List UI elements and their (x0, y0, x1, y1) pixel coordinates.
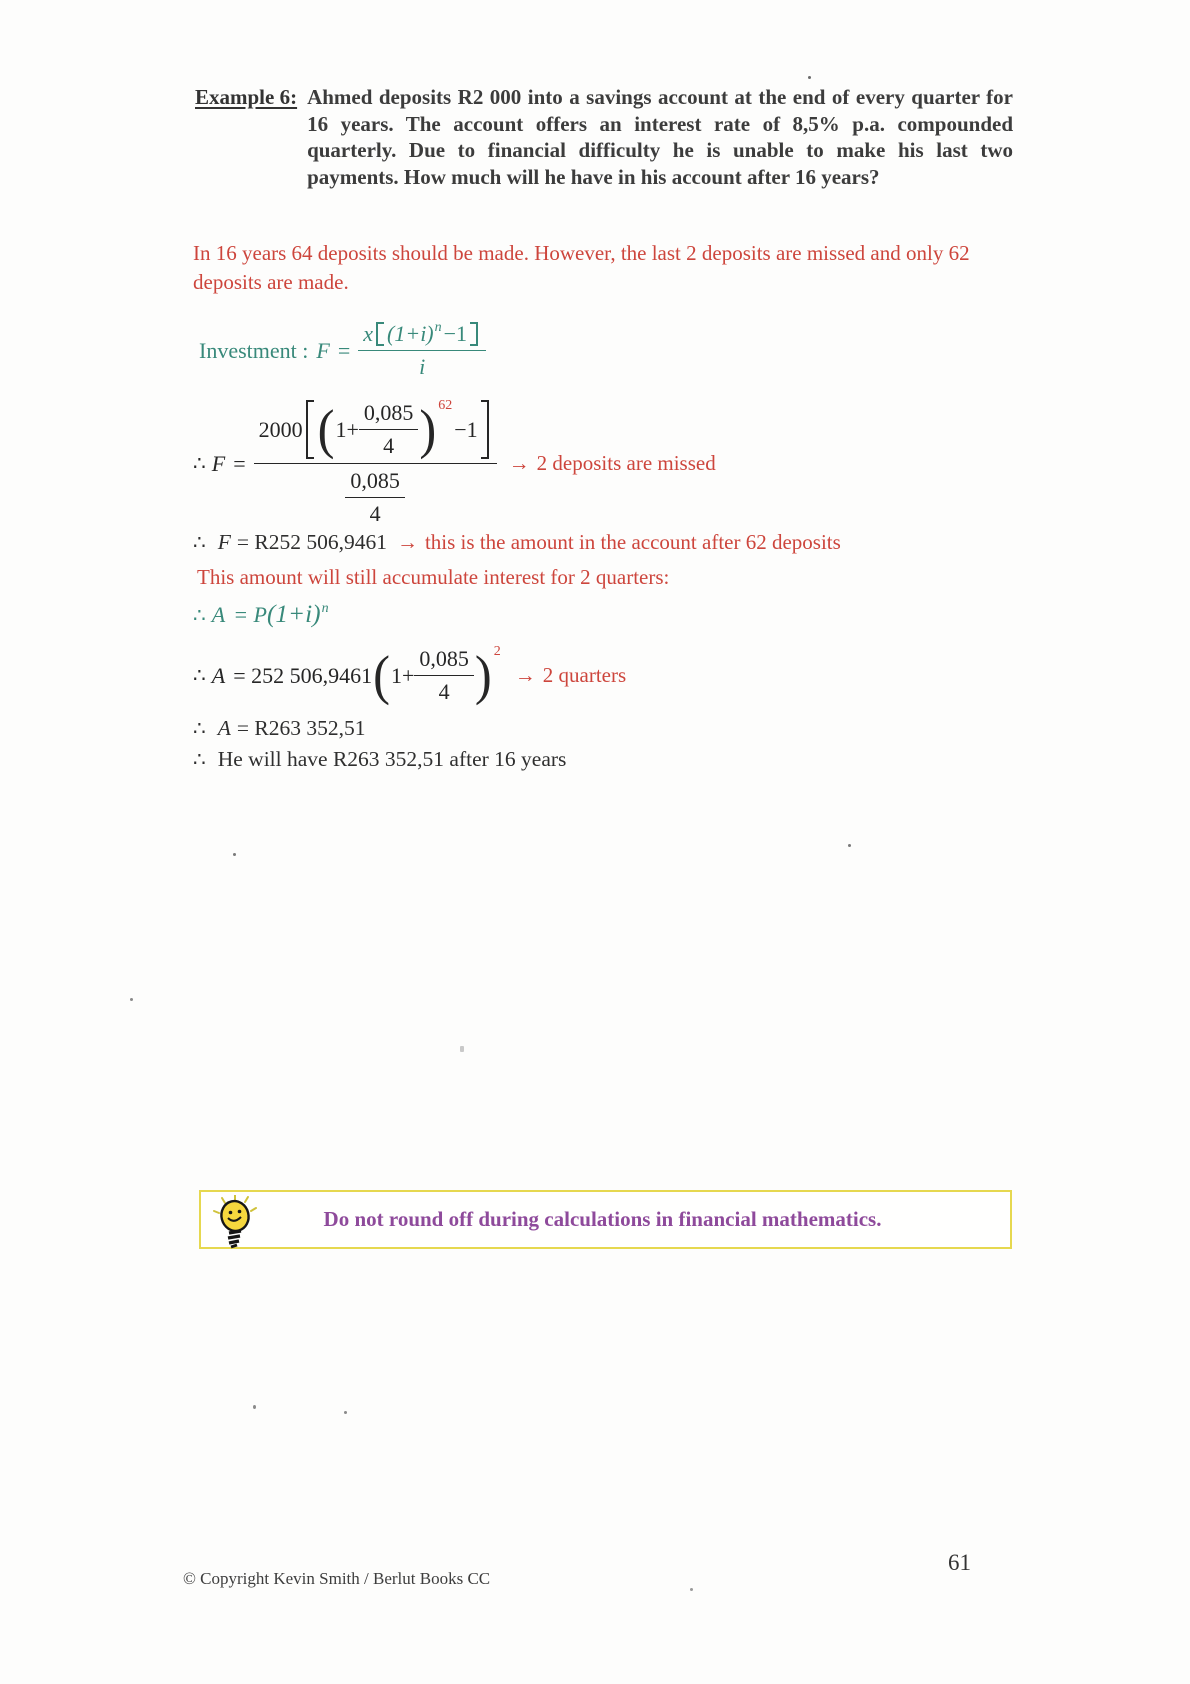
f-calculation-formula (193, 398, 716, 529)
deposits-missed-note (509, 451, 716, 476)
one-plus-i: (1+i) (387, 321, 434, 346)
solution-intro: In 16 years 64 deposits should be made. However, the last 2 deposits are missed and only 62 deposits are made. (193, 241, 970, 294)
f-result-note (397, 530, 841, 555)
scan-speck (253, 1405, 256, 1409)
tip-text: Do not round off during calculations in financial mathematics. (323, 1207, 882, 1231)
quarters-note (515, 663, 626, 688)
exponent-62: 62 (438, 398, 453, 413)
a-coefficient: = 252 506,9461 (233, 662, 373, 688)
coefficient: 2000 (258, 416, 303, 442)
scan-speck (460, 1046, 464, 1052)
exponent-n: n (434, 320, 442, 335)
left-paren: ( (373, 644, 390, 706)
f-var: F (217, 530, 231, 554)
investment-label: Investment : (199, 337, 309, 363)
investment-numerator (358, 320, 486, 351)
minus-one: −1 (454, 416, 478, 442)
equals-p: = P (233, 602, 267, 627)
a-var: A (211, 662, 226, 688)
scan-speck (130, 998, 133, 1001)
therefore-symbol: ∴ (193, 665, 206, 687)
a-calculation-formula (193, 645, 626, 706)
a-var: A (217, 716, 231, 740)
left-bracket (306, 400, 314, 459)
conclusion-line (193, 747, 566, 772)
rate-numerator: 0,085 (345, 467, 405, 498)
conclusion-text: He will have R263 352,51 after 16 years (217, 747, 567, 771)
right-bracket (470, 322, 478, 346)
therefore-symbol: ∴ (193, 749, 206, 771)
equals-sign: = (337, 337, 351, 363)
one-plus: 1+ (390, 662, 415, 688)
scan-speck (344, 1411, 347, 1414)
a-var: A (211, 602, 226, 627)
accumulate-note: This amount will still accumulate interest for 2 quarters: (197, 565, 670, 589)
rate-denominator: 4 (438, 679, 450, 704)
right-bracket (481, 400, 489, 459)
rate-fraction-bottom (345, 467, 405, 528)
a-general-formula (193, 602, 331, 628)
tip-box (199, 1190, 1012, 1249)
therefore-symbol: ∴ (193, 453, 206, 475)
investment-fraction (358, 320, 486, 381)
numerator-x: x (363, 321, 374, 346)
arrow-icon: → (514, 663, 536, 687)
right-paren: ) (474, 644, 492, 706)
investment-formula (199, 320, 486, 381)
f-result-value: = R252 506,9461 (236, 530, 387, 554)
investment-denominator: i (419, 354, 426, 379)
exponent-n: n (321, 601, 329, 616)
rate-fraction (414, 645, 474, 706)
note-text: this is the amount in the account after 62 deposits (424, 530, 841, 554)
arrow-icon: → (396, 530, 418, 554)
f-var: F (211, 450, 226, 476)
one-plus-i: (1+i) (266, 600, 321, 629)
equals-sign: = (233, 450, 246, 476)
arrow-icon: → (508, 451, 530, 475)
a-result-line (193, 716, 365, 741)
example-heading (195, 84, 1013, 190)
rate-denominator: 4 (383, 433, 395, 458)
exponent-2: 2 (493, 644, 501, 659)
left-bracket (376, 322, 384, 346)
example-label: Example 6: (195, 85, 298, 109)
scan-speck (233, 853, 236, 856)
rate-numerator: 0,085 (359, 399, 419, 430)
note-text: 2 deposits are missed (536, 451, 716, 475)
note-text: 2 quarters (542, 663, 627, 687)
rate-numerator: 0,085 (414, 645, 474, 676)
scan-speck (690, 1588, 693, 1591)
page-number: 61 (948, 1550, 971, 1575)
lightbulb-icon (211, 1195, 263, 1251)
f-result-line (193, 530, 841, 555)
rate-fraction (359, 399, 419, 460)
a-result-value: = R263 352,51 (236, 716, 366, 740)
therefore-symbol: ∴ (193, 532, 206, 554)
left-paren: ( (317, 398, 335, 460)
main-fraction (254, 398, 497, 529)
example-problem-text: Ahmed deposits R2 000 into a savings account at the end of every quarter for 16 years. The account offers an interest rate of 8,5% p.a. compounded quarterly. Due to financial difficulty he is unable to make his last two payments. How much will he have in his account after 16 years? (307, 85, 1013, 189)
scan-speck (808, 76, 811, 79)
rate-denominator: 4 (369, 501, 381, 526)
investment-var: F (316, 337, 330, 363)
main-denominator (340, 464, 410, 529)
footer-copyright: © Copyright Kevin Smith / Berlut Books CC (183, 1569, 491, 1588)
minus-one: −1 (443, 321, 468, 346)
therefore-symbol: ∴ (193, 718, 206, 740)
therefore-symbol: ∴ (193, 604, 206, 627)
scan-speck (848, 844, 851, 847)
main-numerator (254, 398, 497, 464)
one-plus: 1+ (335, 416, 359, 442)
right-paren: ) (419, 398, 437, 460)
